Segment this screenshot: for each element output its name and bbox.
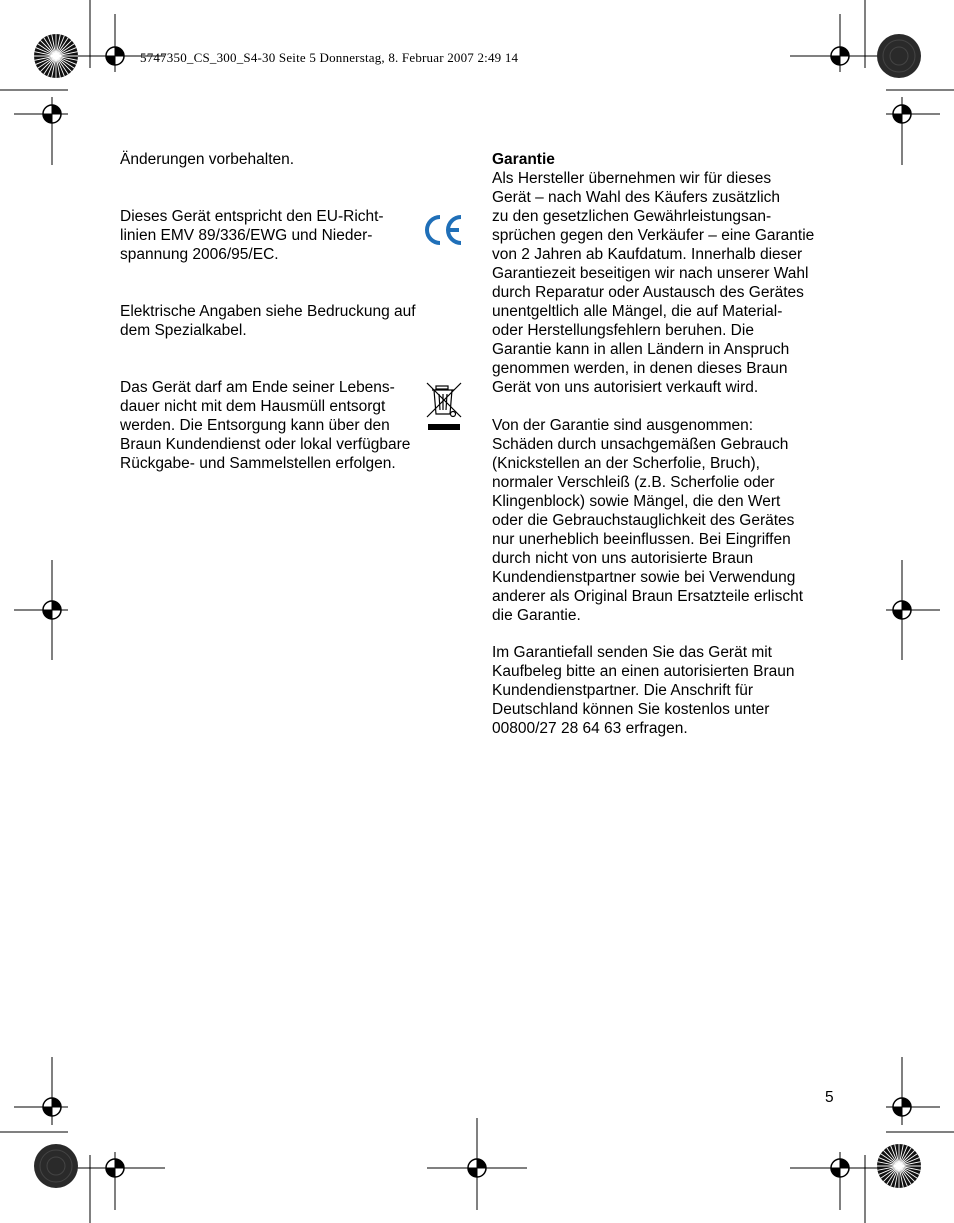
warranty-claim-text: Im Garantiefall senden Sie das Gerät mit Kaufbeleg bitte an einen autorisierten Braun Kundendienstpartner. Die Anschrift für Deutschland können Sie kostenlos unter 00800/27 28 64 63 erfragen. (492, 644, 795, 737)
warranty-intro-text: Als Hersteller übernehmen wir für dieses Gerät – nach Wahl des Käufers zusätzlich zu den gesetzlichen Gewährleistungsan- sprüchen gegen den Verkäufer – eine Garantie von 2 Jahren ab Kaufdatum. Innerhalb dieser Garantiezeit beseitigen wir nach unserer Wahl durch Reparatur oder Austausch des Gerätes unentgeltlich alle Mängel, die auf Material- oder Herstellungsfehlern beruhen. Die Garantie kann in allen Ländern in Anspruch genommen werden, in denen dieses Braun Gerät von uns autorisiert verkauft wird. (492, 170, 815, 396)
page-number: 5 (825, 1089, 834, 1106)
warranty-exclusions-text: Von der Garantie sind ausgenommen: Schäden durch unsachgemäßen Gebrauch (Knickstellen an der Scherfolie, Bruch), normaler Verschleiß (z.B. Scherfolie oder Klingenblock) sowie Mängel, die den Wert oder die Gebrauchstauglichkeit des Gerätes nur unerheblich beeinflussen. Bei Eingriffen durch nicht von uns autorisierte Braun Kundendienstpartner sowie bei Verwendung anderer als Original Braun Ersatzteile erlischt die Garantie. (492, 417, 803, 624)
warranty-heading: Garantie (492, 151, 555, 168)
print-slug: 5747350_CS_300_S4-30 Seite 5 Donnerstag, 8. Februar 2007 2:49 14 (140, 50, 519, 65)
ce-mark-icon (421, 212, 465, 248)
changes-note: Änderungen vorbehalten. (120, 151, 295, 168)
electrical-info-text: Elektrische Angaben siehe Bedruckung auf dem Spezialkabel. (120, 303, 416, 339)
disposal-text: Das Gerät darf am Ende seiner Lebens- dauer nicht mit dem Hausmüll entsorgt werden. Die Entsorgung kann über den Braun Kundendienst oder lokal verfügbare Rückgabe- und Sammelstellen erfolgen. (120, 379, 411, 472)
crossed-out-bin-icon (424, 380, 464, 434)
eu-directive-text: Dieses Gerät entspricht den EU-Richt- linien EMV 89/336/EWG und Nieder- spannung 2006/95/EC. (120, 208, 384, 263)
